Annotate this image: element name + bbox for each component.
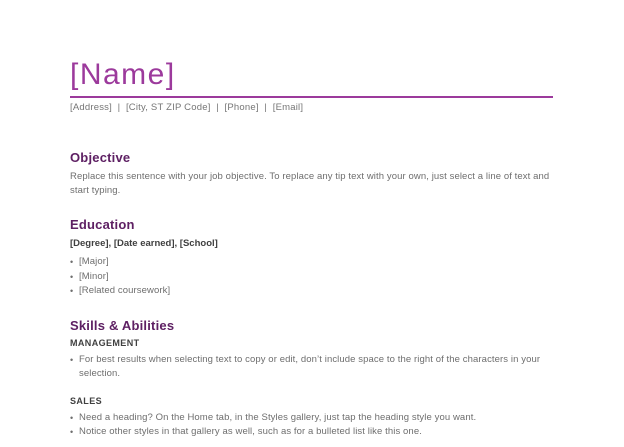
list-item xyxy=(70,284,553,299)
list-item-text: Need a heading? On the Home tab, in the Styles gallery, just tap the heading style you want. xyxy=(79,411,477,423)
sales-list xyxy=(70,411,553,440)
sales-heading: SALES xyxy=(70,395,103,406)
bullet-icon: • xyxy=(70,271,74,282)
name-heading: [Name] xyxy=(70,56,553,98)
section-education xyxy=(70,217,553,299)
list-item xyxy=(70,353,553,382)
bullet-icon: • xyxy=(70,427,74,437)
subsection-sales xyxy=(70,395,553,440)
list-item-text: For best results when selecting text to copy or edit, don’t include space to the right of the characters in your selection. xyxy=(79,353,541,379)
degree-line: [Degree], [Date earned], [School] xyxy=(70,238,218,249)
list-item xyxy=(70,270,553,285)
list-item xyxy=(70,425,553,440)
education-heading: Education xyxy=(70,217,135,232)
bullet-icon: • xyxy=(70,412,74,423)
bullet-icon: • xyxy=(70,257,74,267)
list-item xyxy=(70,255,553,270)
bullet-icon: • xyxy=(70,354,74,365)
list-item-text: [Major] xyxy=(79,256,109,267)
subsection-management xyxy=(70,337,553,382)
management-heading: MANAGEMENT xyxy=(70,337,140,348)
education-list xyxy=(70,255,553,299)
list-item-text: [Related coursework] xyxy=(79,285,171,296)
contact-line: [Address] | [City, ST ZIP Code] | [Phone] | [Email] xyxy=(70,102,304,113)
management-list xyxy=(70,353,553,382)
list-item xyxy=(70,411,553,426)
list-item-text: [Minor] xyxy=(79,270,109,282)
skills-heading: Skills & Abilities xyxy=(70,317,175,333)
section-skills xyxy=(70,318,553,440)
section-objective xyxy=(70,150,553,198)
objective-heading: Objective xyxy=(70,150,131,165)
list-item-text: Notice other styles in that gallery as well, such as for a bulleted list like this one. xyxy=(79,426,422,437)
bullet-icon: • xyxy=(70,286,74,296)
objective-body: Replace this sentence with your job objective. To replace any tip text with your own, just select a line of text and start typing. xyxy=(70,171,550,196)
